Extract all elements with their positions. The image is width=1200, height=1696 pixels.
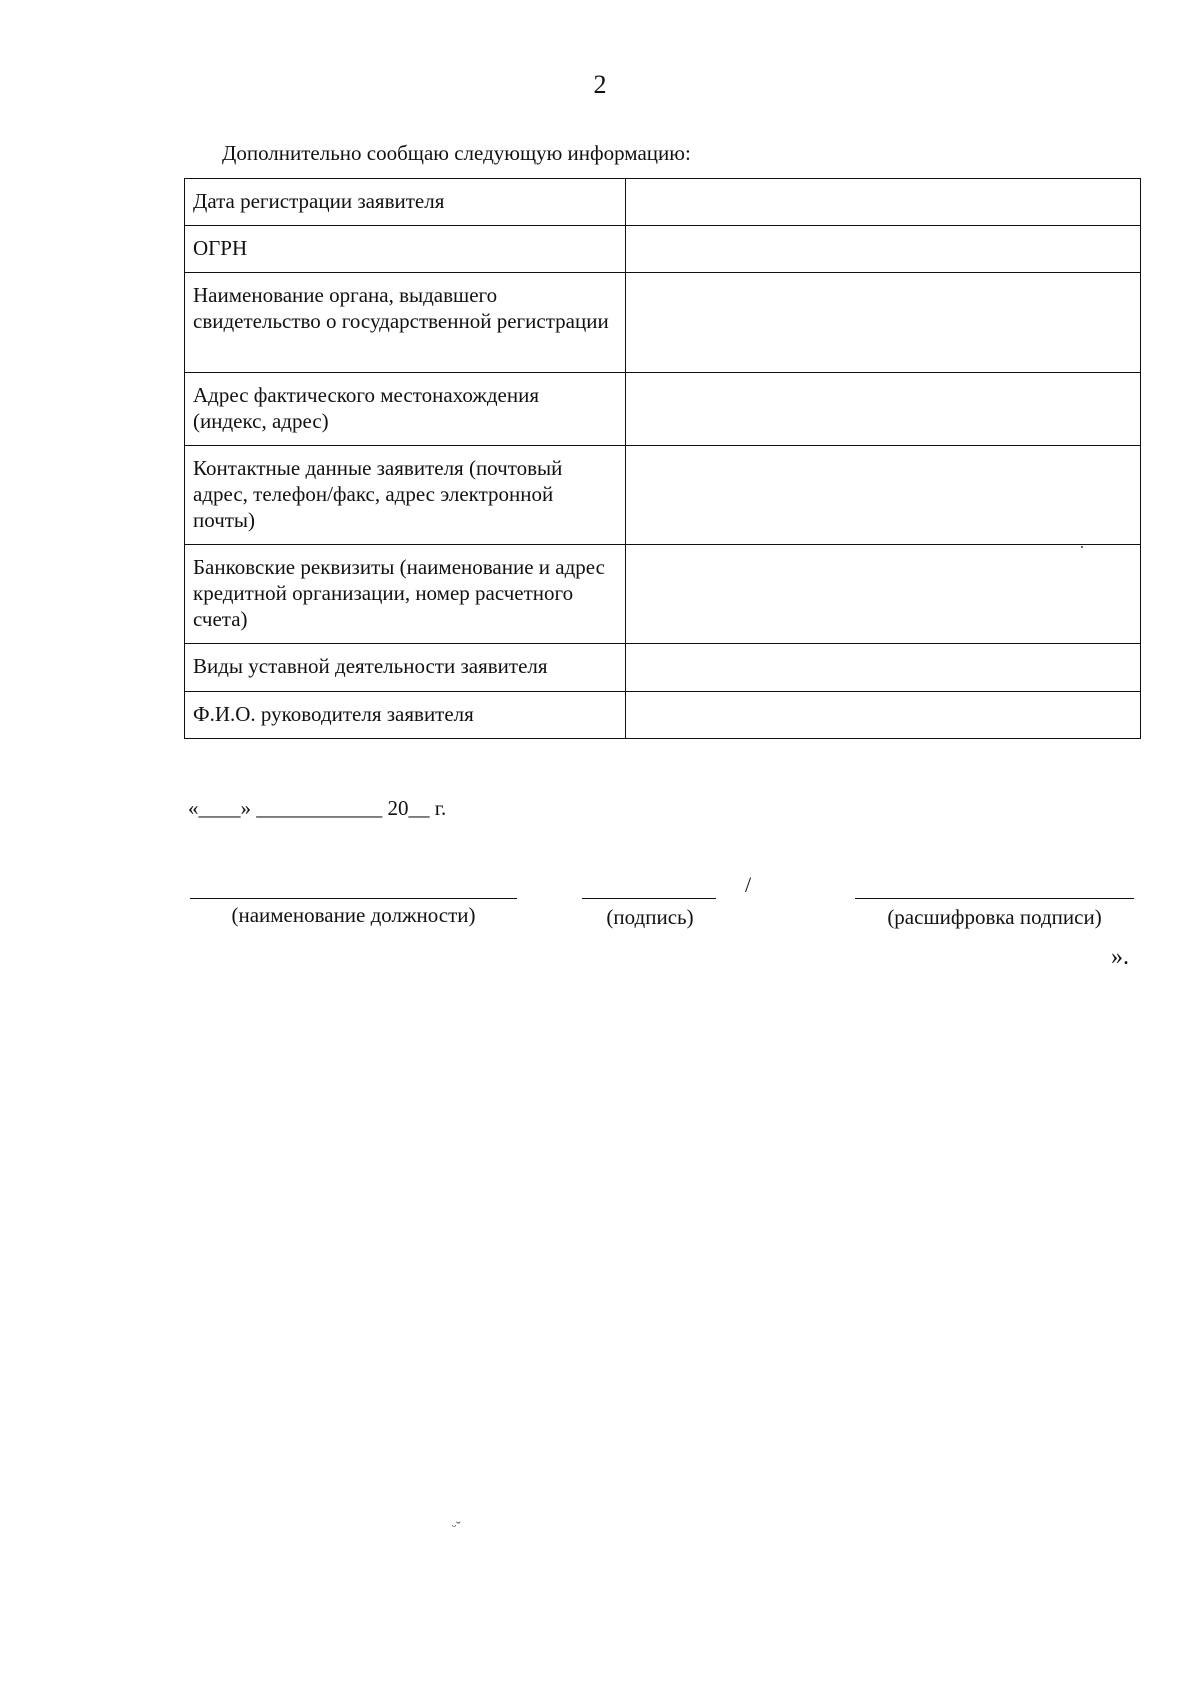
- row-value-field[interactable]: [626, 179, 1141, 226]
- row-value-field[interactable]: [626, 273, 1141, 373]
- signature-separator: /: [745, 872, 752, 897]
- signature-decode-caption: (расшифровка подписи): [887, 905, 1102, 929]
- signature-caption: (подпись): [606, 905, 694, 929]
- signature-line[interactable]: [582, 898, 716, 899]
- row-label: Виды уставной деятельности заявителя: [185, 644, 626, 692]
- applicant-info-table: [184, 178, 1141, 739]
- table-row: [185, 179, 1141, 226]
- table-row: [185, 545, 1141, 644]
- table-row: [185, 446, 1141, 545]
- page-number: 2: [593, 70, 607, 99]
- signature-decode-line[interactable]: [855, 898, 1134, 899]
- row-value-field[interactable]: [626, 373, 1141, 446]
- row-value-field[interactable]: [626, 545, 1141, 644]
- table-row: [185, 644, 1141, 692]
- row-value-field[interactable]: [626, 446, 1141, 545]
- closing-quote: ».: [1111, 944, 1129, 970]
- intro-text: Дополнительно сообщаю следующую информацию:: [222, 141, 691, 165]
- table-row: [185, 226, 1141, 273]
- table-row: [185, 692, 1141, 739]
- date-line: «____» ____________ 20__ г.: [188, 796, 447, 820]
- table-row: [185, 273, 1141, 373]
- row-value-field[interactable]: [626, 644, 1141, 692]
- row-label: Наименование органа, выдавшего свидетельство о государственной регистрации: [185, 273, 626, 373]
- row-label: Ф.И.О. руководителя заявителя: [185, 692, 626, 739]
- row-label: Дата регистрации заявителя: [185, 179, 626, 226]
- scan-mark: ᵕ˘: [452, 1520, 461, 1535]
- row-label: ОГРН: [185, 226, 626, 273]
- position-line[interactable]: [190, 898, 517, 899]
- row-label: Контактные данные заявителя (почтовый адрес, телефон/факс, адрес электронной почты): [185, 446, 626, 545]
- row-value-field[interactable]: [626, 692, 1141, 739]
- scan-speck: [1081, 546, 1083, 548]
- row-value-field[interactable]: [626, 226, 1141, 273]
- row-label: Адрес фактического местонахождения (индекс, адрес): [185, 373, 626, 446]
- position-caption: (наименование должности): [231, 903, 476, 927]
- table-row: [185, 373, 1141, 446]
- row-label: Банковские реквизиты (наименование и адрес кредитной организации, номер расчетного счета): [185, 545, 626, 644]
